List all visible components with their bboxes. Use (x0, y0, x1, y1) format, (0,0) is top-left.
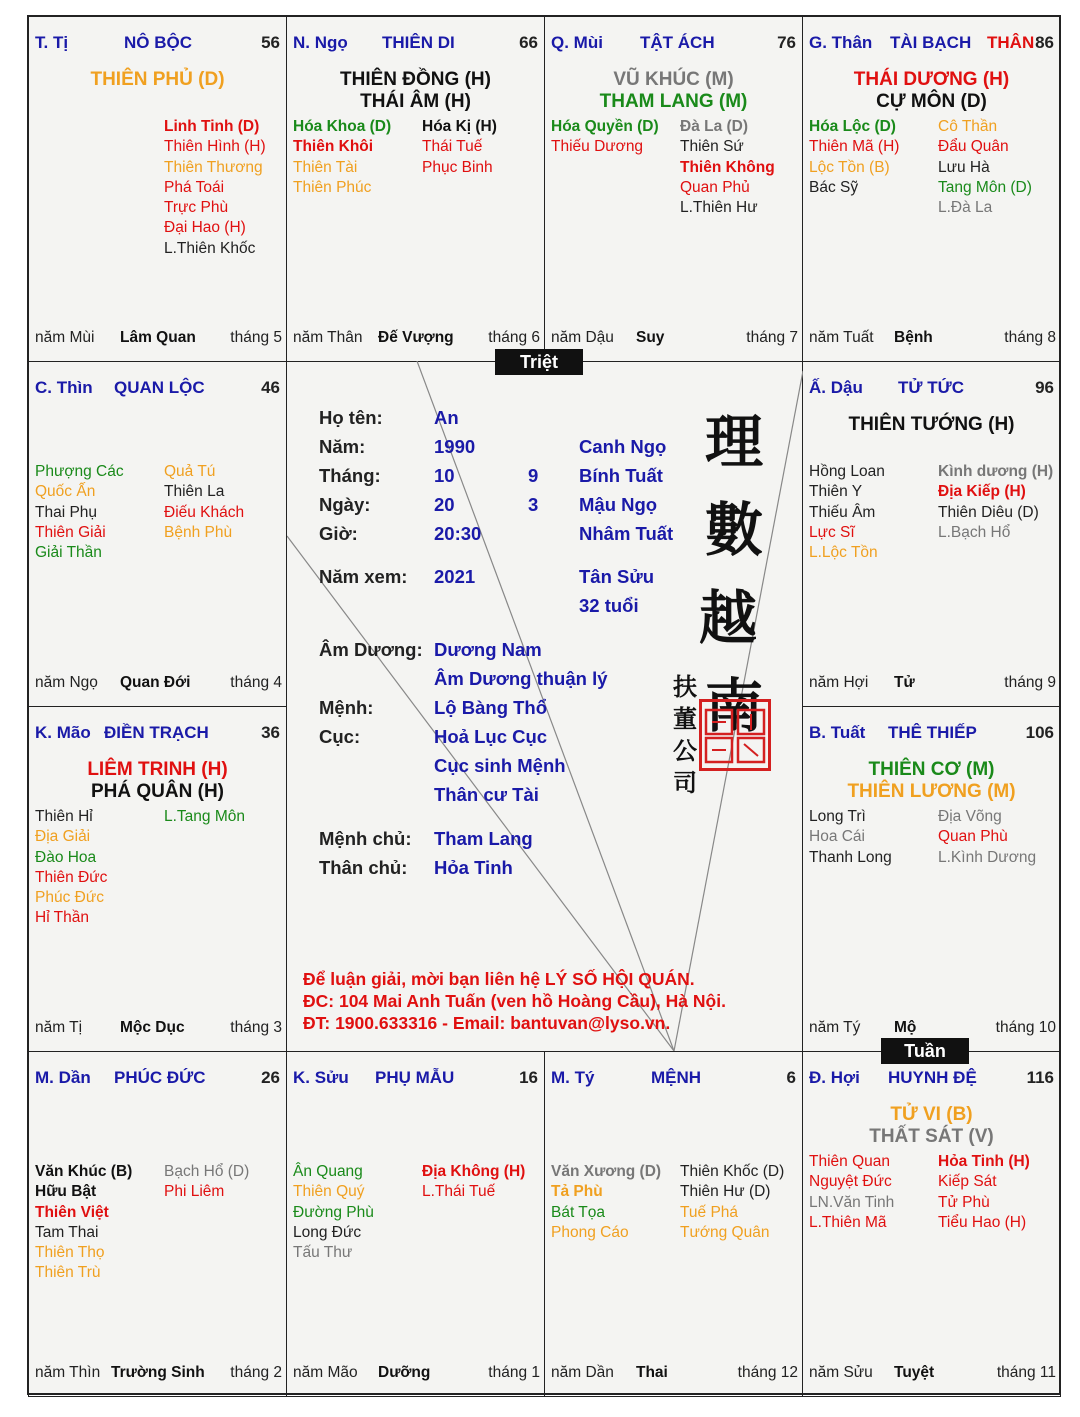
palace-1 (28, 16, 287, 362)
palace-header (809, 1068, 1054, 1090)
hour-canchi: Nhâm Tuất (579, 523, 674, 544)
footer-phase: Trường Sinh (111, 1364, 205, 1381)
minor-star: Thiên Trù (35, 1264, 101, 1282)
main-star: PHÁ QUÂN (H) (91, 781, 224, 802)
main-star: LIÊM TRINH (H) (87, 759, 228, 780)
minor-star: Thái Tuế (422, 138, 483, 156)
stars-right-column (680, 117, 775, 218)
tuvi-chart (27, 15, 1061, 1395)
palace-11 (544, 1051, 803, 1397)
calligraphy-char-3: 越 (699, 584, 758, 652)
minor-star: Đẩu Quân (938, 138, 1009, 156)
triet-tag: Triệt (495, 349, 583, 375)
main-stars (803, 69, 1060, 113)
footer-year: năm Tuất (809, 329, 874, 346)
view-year-value: 2021 (434, 566, 476, 587)
minor-star: L.Thiên Hư (680, 199, 758, 217)
palace-branch: K. Mão (35, 723, 91, 742)
red-seal-stamp (699, 699, 771, 771)
palace-2 (286, 16, 545, 362)
palace-header (293, 1068, 538, 1090)
palace-footer (293, 329, 540, 349)
year-label: Năm: (319, 436, 366, 457)
footer-month: tháng 6 (488, 329, 540, 346)
minor-star: Hồng Loan (809, 463, 885, 480)
minor-star: LN.Văn Tinh (809, 1193, 895, 1211)
main-stars (287, 69, 544, 113)
palace-3 (544, 16, 803, 362)
palace-footer (35, 329, 282, 349)
main-star: THIÊN PHỦ (D) (90, 69, 225, 90)
minor-star: Thiếu Dương (551, 138, 644, 156)
cuc-value: Hoả Lục Cục (434, 726, 548, 747)
stars-left-column (35, 807, 107, 929)
minor-star: Phục Binh (422, 158, 493, 176)
palace-branch: Ấ. Dậu (809, 378, 863, 397)
minor-star: Văn Xương (D) (551, 1163, 662, 1180)
minor-star: L.Bạch Hổ (938, 523, 1011, 541)
name-value: An (434, 407, 459, 428)
palace-7 (28, 706, 287, 1052)
palace-name: TẬT ÁCH (640, 33, 715, 52)
minor-star: Thiên Diêu (D) (938, 503, 1039, 521)
minor-star: Lộc Tồn (B) (809, 158, 890, 176)
footer-phase: Suy (636, 329, 665, 346)
minor-star: Cô Thần (938, 118, 998, 135)
palace-name: TỬ TỨC (898, 378, 964, 397)
palace-footer (809, 674, 1056, 694)
minor-star: Quả Tú (164, 463, 216, 480)
minor-star: Thiếu Âm (809, 503, 876, 521)
footer-year: năm Sửu (809, 1364, 873, 1381)
minor-star: Thanh Long (809, 848, 892, 866)
palace-number: 16 (519, 1068, 538, 1087)
minor-star: Ân Quang (293, 1163, 363, 1180)
footer-month: tháng 10 (995, 1019, 1056, 1036)
main-stars (29, 69, 286, 91)
minor-star: Kiếp Sát (938, 1173, 997, 1191)
main-stars (803, 759, 1060, 803)
main-star: TỬ VI (B) (890, 1104, 973, 1125)
minor-star: Thiên Khốc (D) (680, 1163, 785, 1180)
minor-star: Giải Thần (35, 544, 102, 562)
minor-star: Địa Giải (35, 828, 91, 846)
stars-left-column (551, 1162, 661, 1243)
palace-than-marker: THÂN (987, 33, 1035, 52)
minor-star: Bát Tọa (551, 1203, 606, 1221)
stars-left-column (809, 807, 892, 868)
main-stars (803, 414, 1060, 436)
palace-4 (802, 16, 1061, 362)
day-canchi: Mậu Ngọ (579, 494, 658, 515)
minor-star: Hoa Cái (809, 828, 865, 846)
calligraphy-char-2: 數 (705, 496, 764, 564)
minor-star: L.Đà La (938, 199, 993, 217)
calligraphy-side-2: 董 (673, 704, 697, 733)
minor-star: Đào Hoa (35, 848, 97, 866)
minor-star: Phượng Các (35, 463, 124, 480)
main-star: THIÊN TƯỚNG (H) (848, 414, 1015, 435)
tuan-tag: Tuần (881, 1038, 969, 1064)
cuc-label: Cục: (319, 726, 361, 747)
footer-month: tháng 9 (1004, 674, 1056, 691)
minor-star: Thai Phụ (35, 503, 98, 521)
month-label: Tháng: (319, 465, 381, 486)
palace-branch: Đ. Hợi (809, 1068, 860, 1087)
footer-year: năm Dậu (551, 329, 614, 346)
palace-name: HUYNH ĐỆ (888, 1068, 977, 1087)
minor-star: Đường Phù (293, 1203, 374, 1221)
minor-star: Quốc Ấn (35, 483, 96, 501)
palace-number: 86 (1035, 33, 1054, 52)
stars-left-column (809, 462, 885, 563)
footer-year: năm Mùi (35, 329, 95, 346)
palace-name: PHÚC ĐỨC (114, 1068, 206, 1087)
footer-year: năm Tị (35, 1019, 83, 1036)
main-stars (545, 69, 802, 113)
day-label: Ngày: (319, 494, 371, 515)
age-value: 32 tuổi (579, 595, 639, 616)
hour-label: Giờ: (319, 523, 358, 544)
main-star: THIÊN LƯƠNG (M) (847, 781, 1016, 802)
footer-month: tháng 8 (1004, 329, 1056, 346)
palace-number: 6 (786, 1068, 796, 1087)
minor-star: Phong Cáo (551, 1223, 629, 1241)
palace-branch: M. Dần (35, 1068, 91, 1087)
palace-name: NÔ BỘC (124, 33, 192, 52)
footer-phase: Đế Vượng (378, 329, 454, 346)
stars-left-column (293, 117, 391, 198)
palace-branch: K. Sửu (293, 1068, 349, 1087)
stars-left-column (551, 117, 659, 158)
stars-left-column (35, 462, 124, 563)
palace-branch: M. Tý (551, 1068, 595, 1087)
stars-left-column (809, 1152, 894, 1233)
palace-footer (35, 674, 282, 694)
minor-star: Thiên Mã (H) (809, 138, 900, 156)
palace-number: 66 (519, 33, 538, 52)
thanchu-label: Thân chủ: (319, 857, 408, 878)
month-value: 10 (434, 465, 455, 486)
main-stars (29, 759, 286, 803)
footer-month: tháng 7 (746, 329, 798, 346)
footer-phase: Tuyệt (894, 1364, 935, 1381)
minor-star: Tả Phù (551, 1183, 603, 1201)
minor-star: Thiên Sứ (680, 138, 744, 156)
cuc-note-2: Thân cư Tài (434, 784, 539, 805)
palace-branch: C. Thìn (35, 378, 93, 397)
minor-star: Thiên Đức (35, 868, 108, 886)
view-year-canchi: Tân Sửu (579, 566, 655, 587)
main-star: THAM LANG (M) (599, 91, 748, 112)
center-info-panel (287, 361, 803, 1051)
minor-star: Bệnh Phù (164, 523, 233, 541)
footer-month: tháng 12 (737, 1364, 798, 1381)
minor-star: Địa Võng (938, 808, 1002, 825)
minor-star: Hữu Bật (35, 1183, 97, 1201)
minor-star: Long Đức (293, 1223, 362, 1241)
minor-star: Phi Liêm (164, 1183, 225, 1201)
year-value: 1990 (434, 436, 476, 457)
palace-name: QUAN LỘC (114, 378, 205, 397)
month-lunar: 9 (528, 465, 539, 486)
main-star: THẤT SÁT (V) (869, 1126, 994, 1147)
ad-line-1: Để luận giải, mời bạn liên hệ LÝ SỐ HỘI QUÁN. (303, 969, 695, 989)
palace-number: 46 (261, 378, 280, 397)
calligraphy-side-4: 司 (673, 768, 697, 797)
minor-star: Địa Không (H) (422, 1163, 526, 1180)
minor-star: L.Thiên Khốc (164, 239, 256, 257)
minor-star: Hỏa Tinh (H) (938, 1153, 1030, 1170)
palace-branch: T. Tị (35, 33, 69, 52)
seal-pattern (702, 706, 768, 766)
footer-phase: Thai (636, 1364, 668, 1381)
amduong-note: Âm Dương thuận lý (434, 668, 608, 689)
palace-name: THIÊN DI (382, 33, 455, 52)
footer-phase: Tử (894, 674, 915, 691)
calligraphy-char-1: 理 (705, 408, 764, 476)
palace-name: TÀI BẠCH (890, 33, 972, 52)
minor-star: L.Thiên Mã (809, 1213, 887, 1231)
cuc-note-1: Cục sinh Mệnh (434, 755, 566, 776)
minor-star: Kình dương (H) (938, 463, 1054, 480)
palace-header (809, 723, 1054, 745)
palace-name: ĐIỀN TRẠCH (104, 723, 209, 742)
minor-star: Văn Khúc (B) (35, 1163, 133, 1180)
year-canchi: Canh Ngọ (579, 436, 667, 457)
palace-footer (35, 1364, 282, 1384)
palace-header (809, 33, 1054, 55)
minor-star: Thiên Giải (35, 523, 106, 541)
view-year-label: Năm xem: (319, 566, 408, 587)
ad-line-2: ĐC: 104 Mai Anh Tuấn (ven hồ Hoàng Cầu), Hà Nội. (303, 991, 726, 1011)
minor-star: Thiên Y (809, 483, 863, 501)
minor-star: Quan Phù (938, 828, 1008, 846)
footer-phase: Mộ (894, 1019, 917, 1036)
minor-star: Thiên Quý (293, 1183, 365, 1201)
palace-number: 96 (1035, 378, 1054, 397)
stars-right-column (938, 807, 1036, 868)
minor-star: Thiên Hỉ (35, 808, 93, 825)
minor-star: Thiên Hư (D) (680, 1183, 771, 1201)
day-value: 20 (434, 494, 455, 515)
palace-branch: B. Tuất (809, 723, 866, 742)
palace-footer (35, 1019, 282, 1039)
palace-8 (802, 706, 1061, 1052)
minor-star: Hóa Quyền (D) (551, 118, 659, 135)
main-star: THÁI ÂM (H) (360, 91, 471, 112)
thanchu-value: Hỏa Tinh (434, 857, 513, 878)
minor-star: L.Thái Tuế (422, 1183, 496, 1201)
minor-star: Thiên Không (680, 158, 775, 176)
ad-line-3: ĐT: 1900.633316 - Email: bantuvan@lyso.vn. (303, 1013, 671, 1033)
minor-star: Lưu Hà (938, 158, 990, 176)
palace-number: 106 (1025, 723, 1054, 742)
hour-value: 20:30 (434, 523, 482, 544)
palace-name: THÊ THIẾP (888, 723, 977, 742)
minor-star: Hỉ Thần (35, 909, 89, 927)
footer-phase: Bệnh (894, 329, 933, 346)
palace-number: 76 (777, 33, 796, 52)
minor-star: Phúc Đức (35, 889, 104, 907)
palace-footer (551, 329, 798, 349)
minor-star: Hóa Khoa (D) (293, 118, 392, 135)
minor-star: Linh Tinh (D) (164, 118, 260, 135)
calligraphy-side-1: 扶 (673, 672, 697, 701)
palace-number: 36 (261, 723, 280, 742)
minor-star: L.Lộc Tồn (809, 544, 878, 562)
footer-year: năm Thìn (35, 1364, 101, 1381)
minor-star: Long Trì (809, 808, 866, 825)
minor-star: Hóa Kị (H) (422, 118, 497, 135)
minor-star: Tang Môn (D) (938, 178, 1032, 196)
amduong-label: Âm Dương: (319, 639, 423, 660)
palace-footer (551, 1364, 798, 1384)
palace-number: 116 (1026, 1068, 1054, 1087)
menh-value: Lộ Bàng Thổ (434, 697, 548, 718)
calligraphy-char-4: 南 (705, 672, 764, 740)
palace-header (35, 33, 280, 55)
minor-star: Tử Phù (938, 1193, 990, 1211)
palace-9 (28, 1051, 287, 1397)
stars-right-column (938, 462, 1053, 543)
palace-branch: G. Thân (809, 33, 873, 52)
minor-star: Thiên Tài (293, 158, 358, 176)
minor-star: Lực Sĩ (809, 523, 855, 541)
minor-star: Thiên Thương (164, 158, 263, 176)
footer-phase: Mộc Dục (120, 1019, 185, 1036)
minor-star: Tiểu Hao (H) (938, 1213, 1027, 1231)
palace-name: PHỤ MẪU (375, 1068, 455, 1087)
minor-star: Tam Thai (35, 1223, 99, 1241)
footer-phase: Dưỡng (378, 1364, 431, 1381)
minor-star: Thiên Khôi (293, 138, 374, 156)
minor-star: Thiên Phúc (293, 178, 372, 196)
main-star: THIÊN ĐỒNG (H) (340, 69, 491, 90)
palace-header (551, 33, 796, 55)
stars-right-column (422, 1162, 525, 1203)
menhchu-value: Tham Lang (434, 828, 533, 849)
main-star: VŨ KHÚC (M) (613, 69, 734, 90)
main-star: CỰ MÔN (D) (876, 91, 987, 112)
palace-12 (802, 1051, 1061, 1397)
minor-star: Bạch Hổ (D) (164, 1163, 250, 1180)
minor-star: Tướng Quân (680, 1223, 770, 1241)
palace-branch: N. Ngọ (293, 33, 348, 52)
minor-star: Phá Toái (164, 178, 225, 196)
minor-star: L.Kình Dương (938, 848, 1037, 866)
palace-number: 26 (261, 1068, 280, 1087)
month-canchi: Bính Tuất (579, 465, 663, 486)
palace-number: 56 (261, 33, 280, 52)
minor-star: Bác Sỹ (809, 178, 859, 196)
stars-right-column (680, 1162, 784, 1243)
footer-year: năm Tý (809, 1019, 861, 1036)
stars-right-column (164, 807, 245, 827)
minor-star: Tấu Thư (293, 1244, 353, 1262)
palace-footer (809, 329, 1056, 349)
minor-star: Thiên Quan (809, 1153, 890, 1170)
palace-10 (286, 1051, 545, 1397)
stars-right-column (164, 117, 266, 259)
minor-star: Điếu Khách (164, 503, 245, 521)
name-label: Họ tên: (319, 407, 383, 428)
stars-left-column (809, 117, 899, 198)
footer-month: tháng 1 (488, 1364, 540, 1381)
amduong-value: Dương Nam (434, 639, 542, 660)
calligraphy-side-3: 公 (673, 736, 697, 765)
minor-star: Thiên La (164, 483, 225, 501)
stars-right-column (938, 117, 1032, 218)
footer-month: tháng 2 (230, 1364, 282, 1381)
minor-star: Thiên Thọ (35, 1244, 105, 1262)
footer-year: năm Hợi (809, 674, 869, 691)
palace-header (293, 33, 538, 55)
stars-left-column (293, 1162, 374, 1263)
palace-footer (809, 1019, 1056, 1039)
footer-month: tháng 11 (996, 1364, 1056, 1381)
palace-header (35, 723, 280, 745)
menhchu-label: Mệnh chủ: (319, 828, 412, 849)
minor-star: Trực Phù (164, 199, 229, 217)
palace-header (35, 1068, 280, 1090)
palace-branch: Q. Mùi (551, 33, 603, 52)
footer-year: năm Ngọ (35, 674, 98, 691)
footer-year: năm Thân (293, 329, 363, 346)
palace-header (551, 1068, 796, 1090)
day-lunar: 3 (528, 494, 539, 515)
minor-star: Tuế Phá (680, 1203, 739, 1221)
stars-right-column (164, 1162, 249, 1203)
footer-phase: Quan Đới (120, 674, 191, 691)
stars-right-column (422, 117, 497, 178)
footer-phase: Lâm Quan (120, 329, 196, 346)
stars-left-column (35, 1162, 132, 1284)
footer-year: năm Dần (551, 1364, 614, 1381)
stars-right-column (938, 1152, 1030, 1233)
footer-year: năm Mão (293, 1364, 358, 1381)
minor-star: Thiên Việt (35, 1203, 109, 1221)
palace-footer (809, 1364, 1056, 1384)
palace-header (809, 378, 1054, 400)
stars-right-column (164, 462, 244, 543)
palace-name: MỆNH (651, 1068, 702, 1087)
minor-star: Đà La (D) (680, 118, 749, 135)
minor-star: Đại Hao (H) (164, 219, 246, 237)
footer-month: tháng 3 (230, 1019, 282, 1036)
minor-star: Nguyệt Đức (809, 1173, 892, 1191)
minor-star: Quan Phủ (680, 178, 750, 196)
minor-star: Thiên Hình (H) (164, 138, 266, 156)
minor-star: Địa Kiếp (H) (938, 483, 1026, 501)
main-star: THIÊN CƠ (M) (868, 759, 995, 780)
minor-star: L.Tang Môn (164, 808, 245, 825)
footer-month: tháng 5 (230, 329, 282, 346)
footer-month: tháng 4 (230, 674, 282, 691)
main-stars (803, 1104, 1060, 1148)
palace-footer (293, 1364, 540, 1384)
menh-label: Mệnh: (319, 697, 374, 718)
main-star: THÁI DƯƠNG (H) (853, 69, 1010, 90)
palace-header (35, 378, 280, 400)
palace-5 (28, 361, 287, 707)
palace-6 (802, 361, 1061, 707)
minor-star: Hóa Lộc (D) (809, 118, 896, 135)
